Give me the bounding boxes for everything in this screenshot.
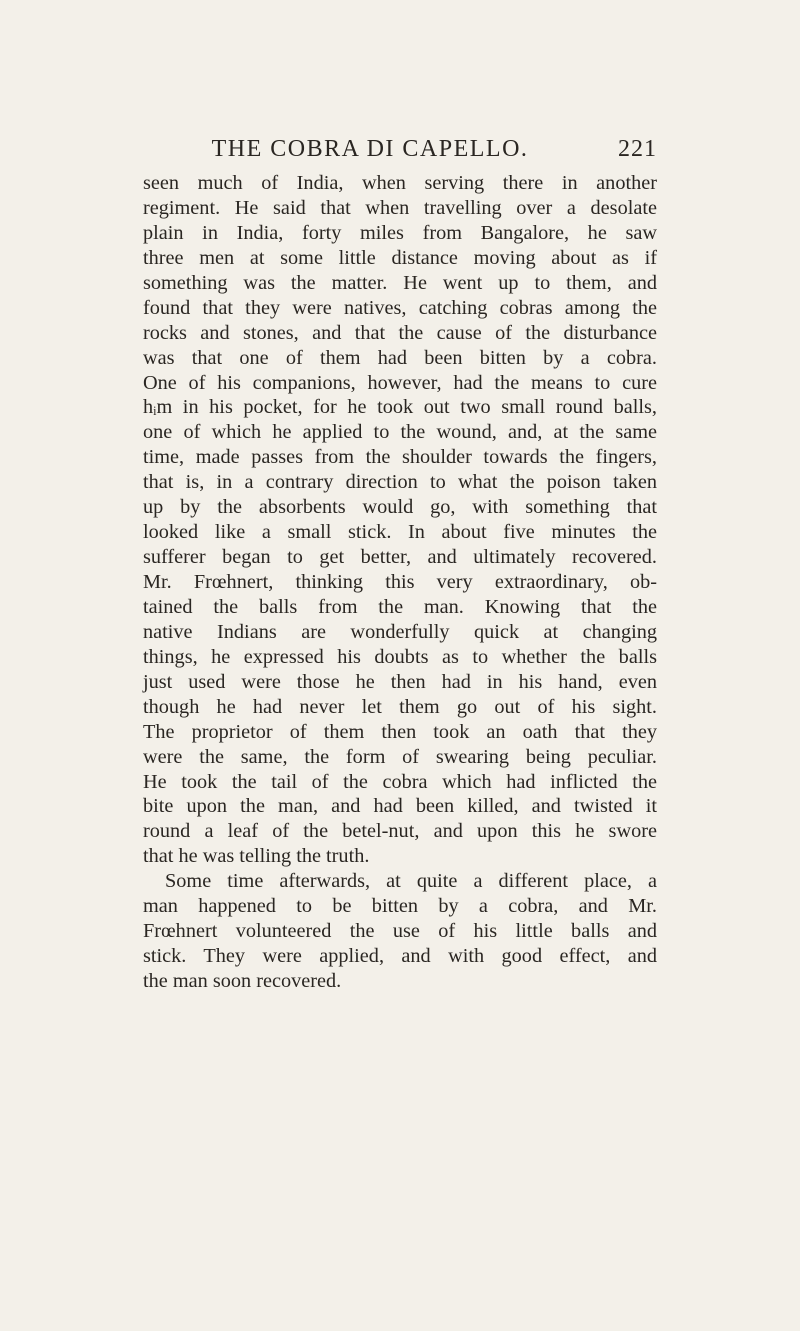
text-line: things, he expressed his doubts as to whether the balls	[143, 645, 657, 668]
text-line: found that they were natives, catching cobras among the	[143, 296, 657, 319]
text-line: time, made passes from the shoulder towards the fingers,	[143, 446, 657, 469]
text-line: looked like a small stick. In about five minutes the	[143, 521, 657, 544]
text-line: Some time afterwards, at quite a different place, a	[165, 870, 657, 893]
text-line: up by the absorbents would go, with something that	[143, 496, 657, 519]
text-line: Mr. Frœhnert, thinking this very extraordinary, ob-	[143, 571, 657, 593]
text-line: regiment. He said that when travelling over a desolate	[143, 196, 657, 219]
text-line: sufferer began to get better, and ultimately recovered.	[143, 546, 657, 569]
text-line: stick. They were applied, and with good effect, and	[143, 945, 657, 968]
text-line: that is, in a contrary direction to what the poison taken	[143, 471, 657, 494]
text-line: round a leaf of the betel-nut, and upon this he swore	[143, 820, 657, 843]
text-line: man happened to be bitten by a cobra, and Mr.	[143, 895, 657, 918]
running-head	[170, 136, 657, 170]
page-number: 221	[618, 136, 657, 162]
text-line: native Indians are wonderfully quick at changing	[143, 620, 657, 643]
text-line: He took the tail of the cobra which had inflicted the	[143, 770, 657, 793]
text-line: though he had never let them go out of his sight.	[143, 695, 657, 718]
text-line: One of his companions, however, had the means to cure	[143, 371, 657, 394]
text-line: Frœhnert volunteered the use of his little balls and	[143, 920, 657, 943]
text-line: bite upon the man, and had been killed, and twisted it	[143, 795, 657, 818]
text-line: the man soon recovered.	[143, 970, 342, 992]
text-line: The proprietor of them then took an oath that they	[143, 720, 657, 743]
text-line: seen much of India, when serving there in another	[143, 172, 657, 194]
text-line: one of which he applied to the wound, and, at the same	[143, 421, 657, 444]
running-title: THE COBRA DI CAPELLO.	[211, 136, 529, 162]
text-line: rocks and stones, and that the cause of the disturbance	[143, 321, 657, 344]
text-line: plain in India, forty miles from Bangalore, he saw	[143, 221, 657, 244]
text-line: was that one of them had been bitten by a cobra.	[143, 346, 657, 369]
text-line: hᵢm in his pocket, for he took out two small round balls,	[143, 396, 657, 419]
text-line: something was the matter. He went up to them, and	[143, 271, 657, 294]
text-line: just used were those he then had in his hand, even	[143, 670, 657, 693]
body-text	[143, 171, 657, 994]
text-line: that he was telling the truth.	[143, 845, 370, 868]
text-line: were the same, the form of swearing being peculiar.	[143, 745, 657, 768]
text-line: tained the balls from the man. Knowing that the	[143, 595, 657, 618]
text-line: three men at some little distance moving about as if	[143, 246, 657, 269]
